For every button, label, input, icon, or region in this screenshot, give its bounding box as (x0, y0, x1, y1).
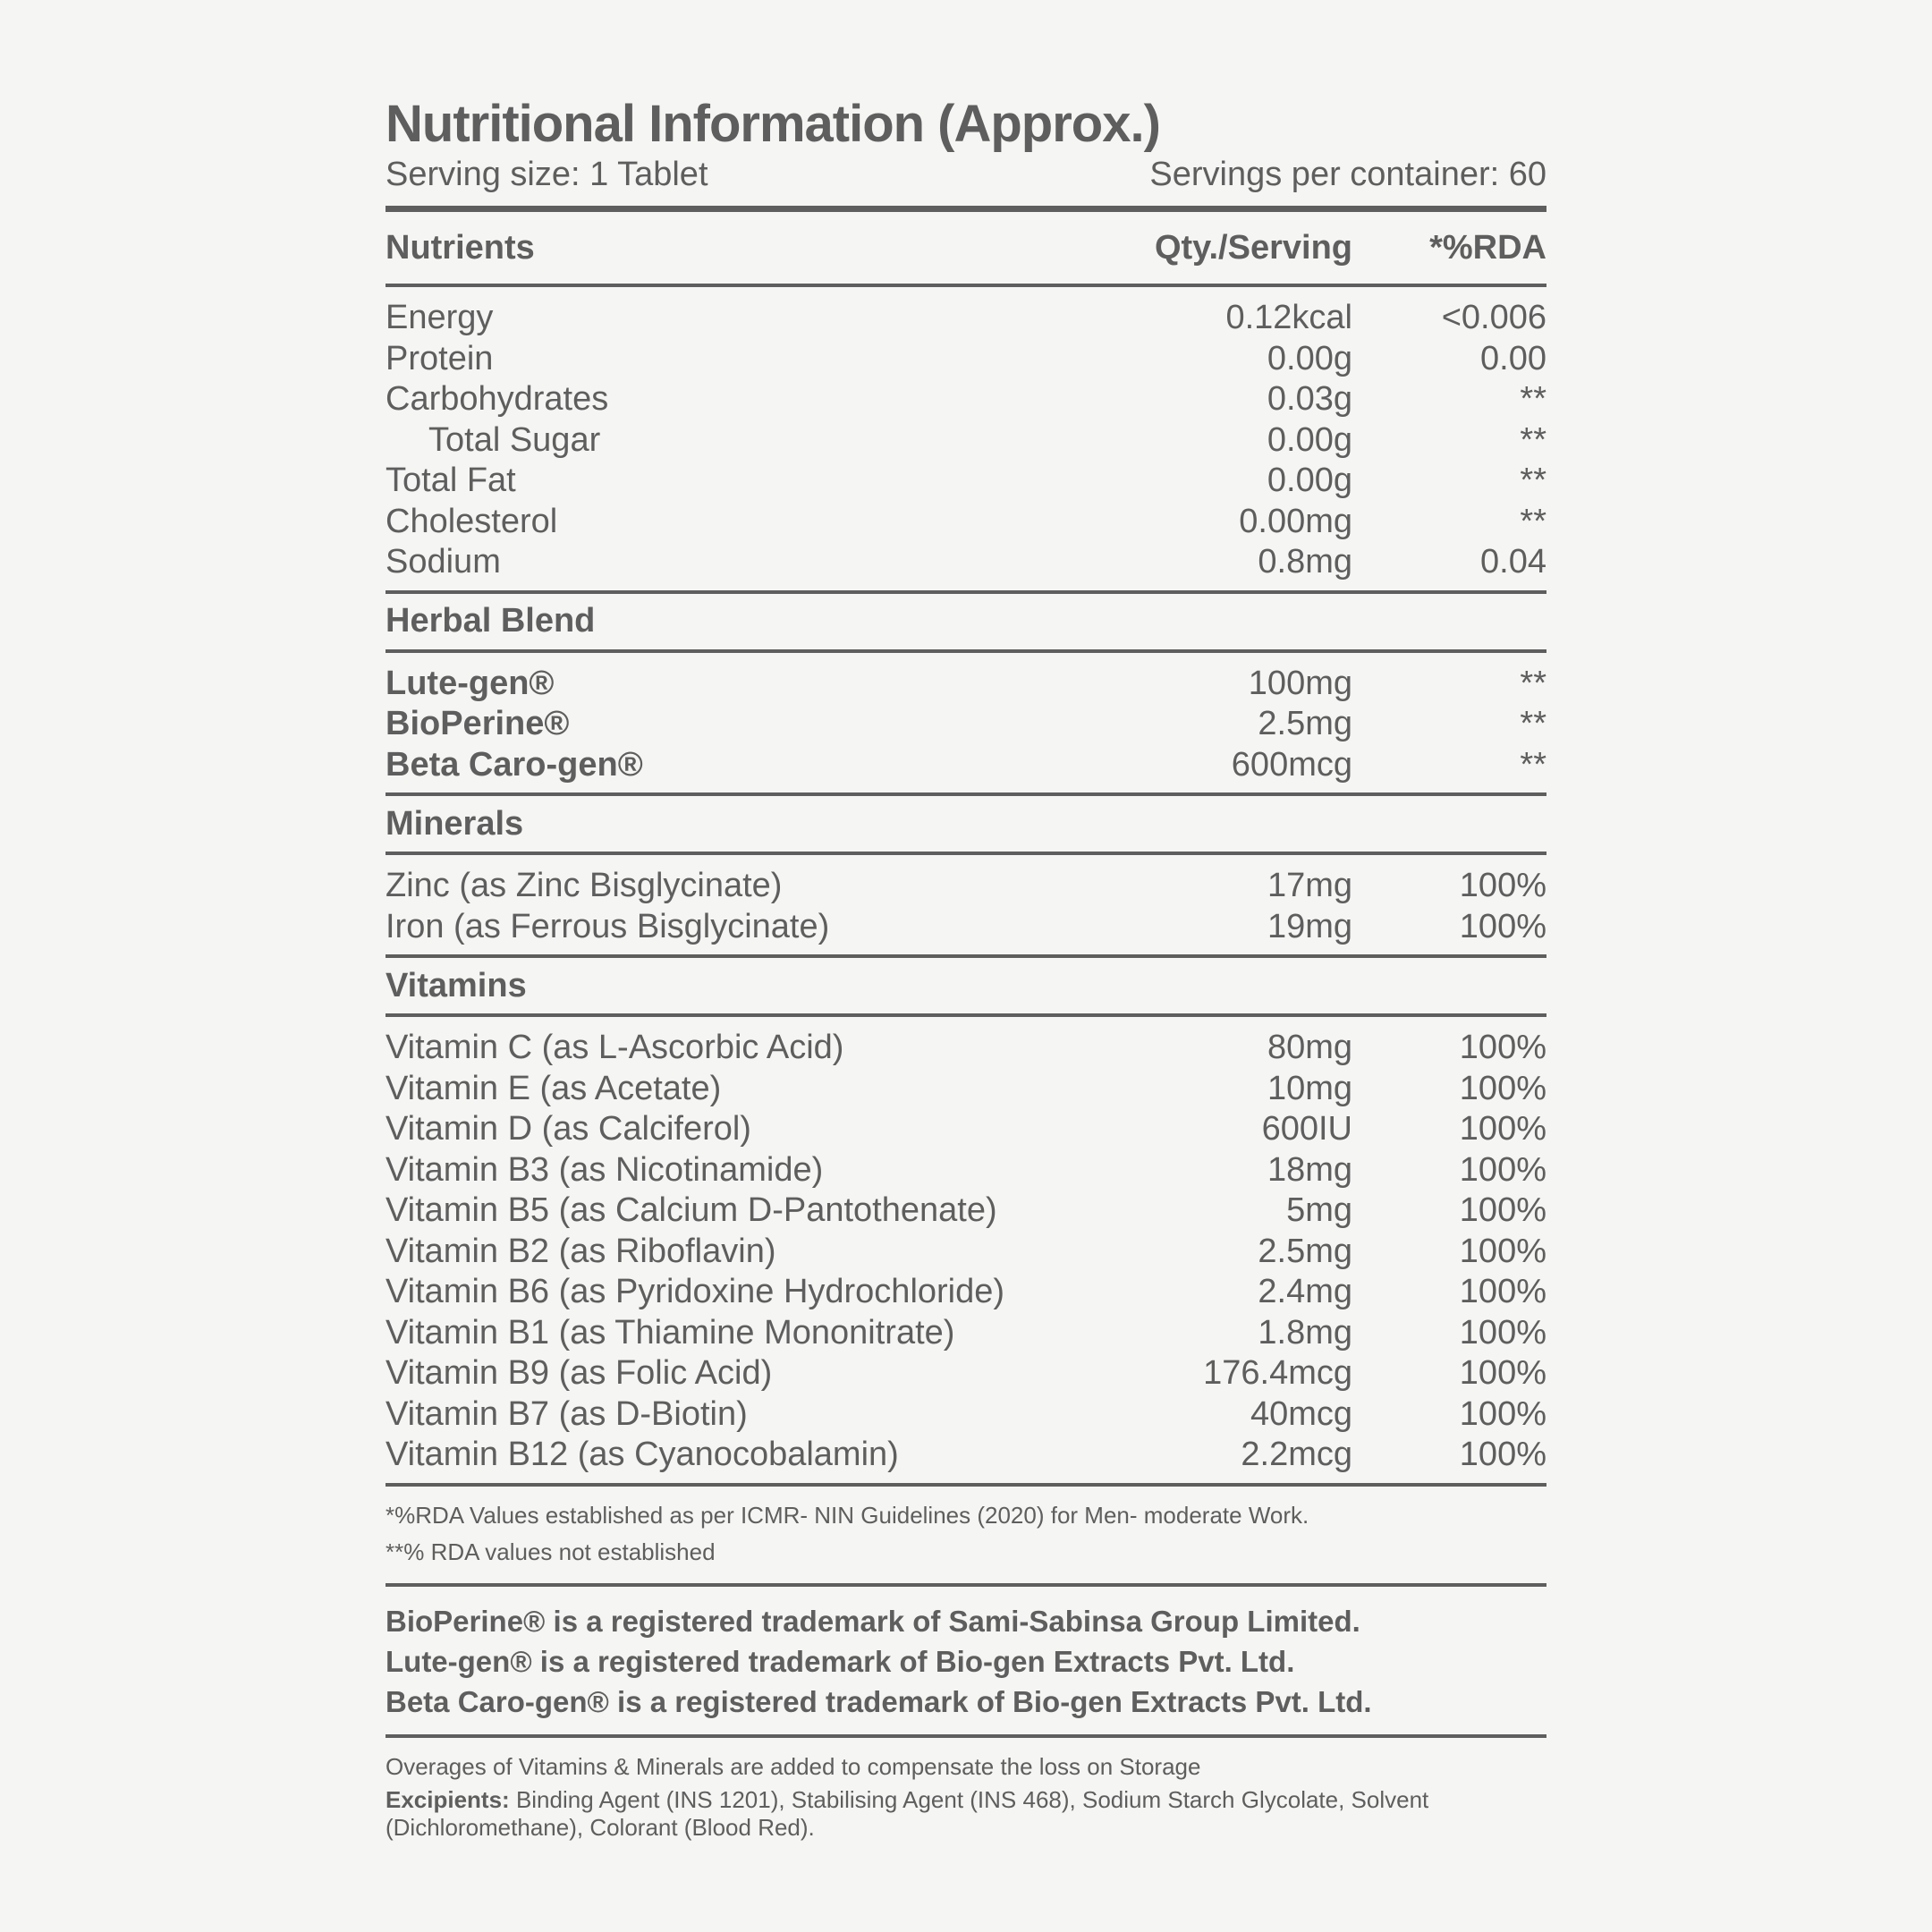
row-rda: 0.04 (1480, 543, 1546, 580)
footer-notes (386, 1738, 1546, 1842)
herbal-list (386, 653, 1546, 793)
row-rda: ** (1520, 462, 1546, 499)
row-qty: 80mg (1267, 1029, 1352, 1066)
nutrients-list (386, 287, 1546, 590)
page-title: Nutritional Information (Approx.) (386, 95, 1160, 153)
excipients-text: Binding Agent (INS 1201), Stabilising Agent (INS 468), Sodium Starch Glycolate, Solvent (Dichloromethane), Colorant (Blood Red). (386, 1785, 1429, 1841)
table-row (386, 542, 1546, 583)
row-qty: 176.4mcg (1203, 1354, 1352, 1392)
row-qty: 5mg (1286, 1191, 1352, 1229)
row-name: Vitamin D (as Calciferol) (386, 1110, 751, 1148)
table-row (386, 1272, 1546, 1313)
row-name: Vitamin B5 (as Calcium D-Pantothenate) (386, 1191, 997, 1229)
excipients-label: Excipients: (386, 1785, 510, 1813)
row-rda: ** (1520, 745, 1546, 784)
row-name: Vitamin B7 (as D-Biotin) (386, 1394, 748, 1433)
table-row (386, 866, 1546, 907)
servings-per-container: Servings per container: 60 (1149, 156, 1546, 193)
table-row (386, 1435, 1546, 1476)
header-qty: Qty./Serving (1154, 228, 1352, 267)
vitamins-list (386, 1017, 1546, 1483)
row-rda: ** (1520, 502, 1546, 540)
table-row (386, 1069, 1546, 1110)
table-row (386, 461, 1546, 502)
section-title-minerals: Minerals (386, 804, 524, 843)
row-rda: 100% (1459, 1150, 1546, 1189)
row-rda: 100% (1459, 1191, 1546, 1229)
section-title-herbal: Herbal Blend (386, 602, 596, 640)
row-rda: 100% (1459, 1069, 1546, 1107)
row-qty: 0.00g (1267, 420, 1352, 459)
row-qty: 40mcg (1250, 1394, 1352, 1433)
row-rda: 100% (1459, 1029, 1546, 1066)
table-row (386, 1353, 1546, 1394)
table-row (386, 664, 1546, 705)
overages-note: Overages of Vitamins & Minerals are added to compensate the loss on Storage (386, 1752, 1201, 1780)
rda-note: *%RDA Values established as per ICMR- NIN Guidelines (2020) for Men- moderate Work. (386, 1501, 1309, 1529)
row-rda: 100% (1459, 1313, 1546, 1352)
row-qty: 0.03g (1267, 380, 1352, 418)
row-qty: 0.12kcal (1225, 299, 1352, 336)
table-row (386, 1150, 1546, 1191)
table-row (386, 502, 1546, 543)
row-name: Vitamin B6 (as Pyridoxine Hydrochloride) (386, 1273, 1005, 1310)
row-name: Vitamin E (as Acetate) (386, 1069, 722, 1107)
serving-size: Serving size: 1 Tablet (386, 156, 708, 193)
table-row (386, 1191, 1546, 1232)
row-name: Cholesterol (386, 502, 558, 540)
row-name: Energy (386, 299, 494, 336)
rda-notes (386, 1487, 1546, 1583)
row-qty: 0.8mg (1258, 543, 1352, 580)
row-qty: 2.5mg (1258, 705, 1352, 742)
row-name: Vitamin B9 (as Folic Acid) (386, 1354, 773, 1392)
table-row (386, 379, 1546, 420)
row-name: Vitamin C (as L-Ascorbic Acid) (386, 1029, 844, 1066)
table-row (386, 1232, 1546, 1273)
row-qty: 100mg (1248, 664, 1352, 702)
trademark-line: Beta Caro-gen® is a registered trademark of Bio-gen Extracts Pvt. Ltd. (386, 1684, 1372, 1718)
row-rda: 100% (1459, 867, 1546, 904)
row-name: Vitamin B1 (as Thiamine Mononitrate) (386, 1313, 955, 1352)
row-name: Total Sugar (428, 420, 601, 459)
row-rda: 100% (1459, 1232, 1546, 1270)
row-rda: 100% (1459, 1273, 1546, 1310)
trademark-line: BioPerine® is a registered trademark of Sami-Sabinsa Group Limited. (386, 1604, 1360, 1638)
row-name: Vitamin B12 (as Cyanocobalamin) (386, 1436, 899, 1473)
row-name: Vitamin B2 (as Riboflavin) (386, 1232, 776, 1270)
row-qty: 17mg (1267, 867, 1352, 904)
row-name: Vitamin B3 (as Nicotinamide) (386, 1150, 824, 1189)
table-row (386, 704, 1546, 745)
minerals-list (386, 855, 1546, 954)
row-qty: 19mg (1267, 907, 1352, 945)
row-name: Iron (as Ferrous Bisglycinate) (386, 907, 830, 945)
nutrition-panel (386, 93, 1546, 1842)
row-qty: 2.5mg (1258, 1232, 1352, 1270)
row-rda: 100% (1459, 1394, 1546, 1433)
table-row (386, 907, 1546, 948)
row-name: Zinc (as Zinc Bisglycinate) (386, 867, 783, 904)
row-name: Total Fat (386, 462, 516, 499)
serving-info (386, 154, 1546, 195)
rda-note: **% RDA values not established (386, 1538, 716, 1565)
row-rda: ** (1520, 420, 1546, 459)
row-rda: 100% (1459, 1110, 1546, 1148)
row-rda: <0.006 (1441, 299, 1546, 336)
table-row (386, 420, 1546, 462)
row-name: Sodium (386, 543, 501, 580)
header-nutrients: Nutrients (386, 228, 535, 267)
row-rda: ** (1520, 380, 1546, 418)
trademark-notes (386, 1587, 1546, 1734)
row-rda: ** (1520, 664, 1546, 702)
row-name: Beta Caro-gen® (386, 745, 643, 784)
section-title-vitamins: Vitamins (386, 966, 527, 1004)
row-name: Carbohydrates (386, 380, 609, 418)
row-rda: ** (1520, 705, 1546, 742)
row-qty: 0.00g (1267, 339, 1352, 377)
row-qty: 10mg (1267, 1069, 1352, 1107)
row-qty: 2.2mcg (1241, 1436, 1352, 1473)
trademark-line: Lute-gen® is a registered trademark of Bio-gen Extracts Pvt. Ltd. (386, 1644, 1295, 1678)
row-rda: 100% (1459, 907, 1546, 945)
row-qty: 18mg (1267, 1150, 1352, 1189)
table-header (386, 212, 1546, 284)
row-rda: 100% (1459, 1436, 1546, 1473)
divider (386, 206, 1546, 212)
table-row (386, 1394, 1546, 1436)
excipients-note (386, 1786, 1546, 1842)
table-row (386, 745, 1546, 786)
table-row (386, 1109, 1546, 1150)
table-row (386, 298, 1546, 339)
row-qty: 600mcg (1231, 745, 1352, 784)
table-row (386, 339, 1546, 380)
row-rda: 0.00 (1480, 339, 1546, 377)
row-name: Lute-gen® (386, 664, 555, 702)
row-qty: 0.00g (1267, 462, 1352, 499)
header-rda: *%RDA (1429, 228, 1546, 267)
row-qty: 1.8mg (1258, 1313, 1352, 1352)
row-name: BioPerine® (386, 705, 570, 742)
row-name: Protein (386, 339, 494, 377)
row-qty: 2.4mg (1258, 1273, 1352, 1310)
row-qty: 0.00mg (1239, 502, 1352, 540)
table-row (386, 1028, 1546, 1069)
row-qty: 600IU (1261, 1110, 1352, 1148)
table-row (386, 1313, 1546, 1354)
row-rda: 100% (1459, 1354, 1546, 1392)
